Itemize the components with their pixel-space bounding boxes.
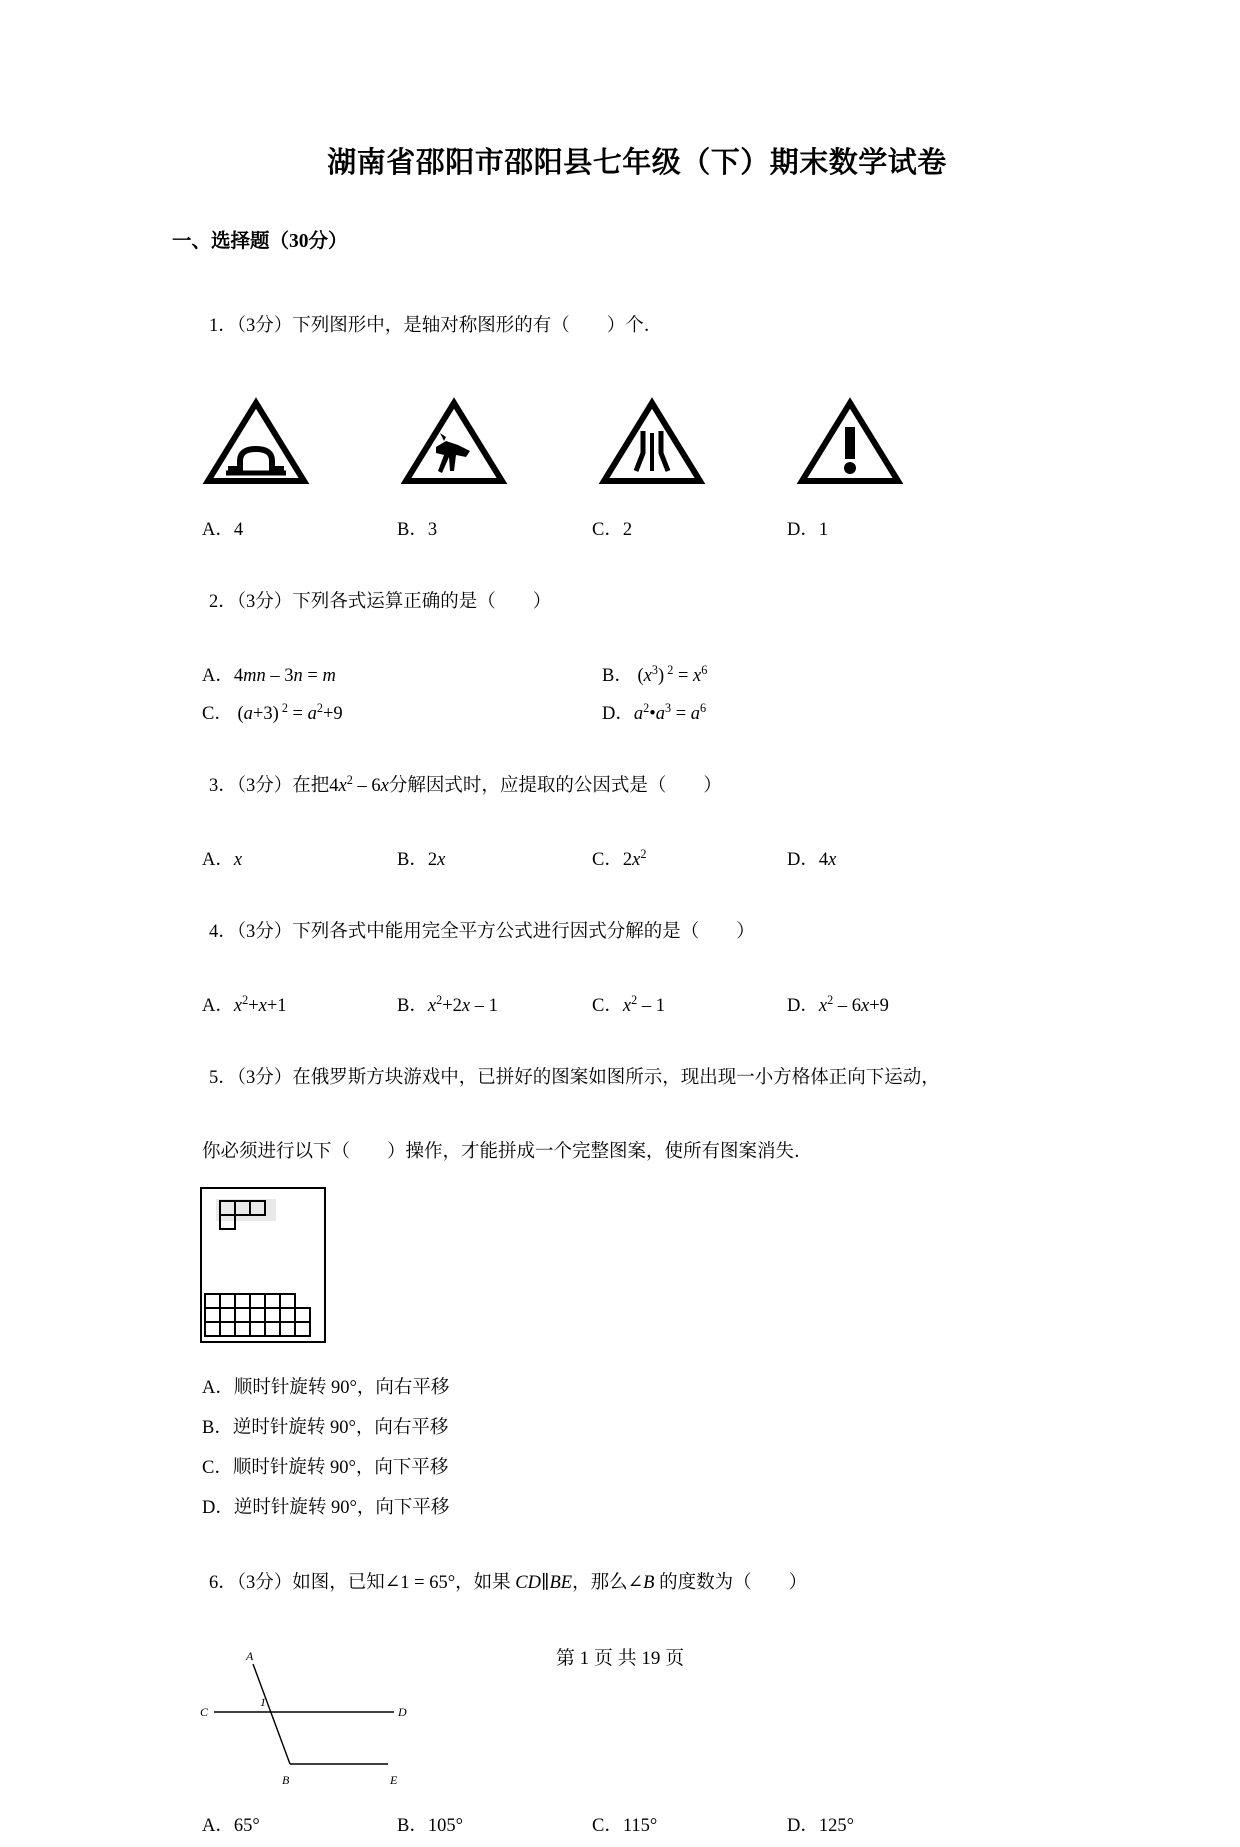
option-6-D[interactable]: D．125° xyxy=(787,1816,855,1836)
question-2-points: （3分） xyxy=(236,592,293,612)
option-3-B-text: 2x xyxy=(427,850,446,870)
option-4-C-label: C xyxy=(592,996,605,1016)
option-5-D[interactable]: D．逆时针旋转 90°，向下平移 xyxy=(202,1498,450,1518)
option-2-A-text: 4mn – 3n = m xyxy=(233,666,336,686)
option-1-C[interactable]: C．2 xyxy=(592,520,633,540)
option-3-B-label: B xyxy=(397,850,410,870)
question-5-points: （3分） xyxy=(236,1068,293,1088)
option-5-B-text: 逆时针旋转 90°，向右平移 xyxy=(232,1418,449,1438)
option-2-B-label: B xyxy=(602,666,615,686)
question-2-text: 下列各式运算正确的是（ ） xyxy=(292,592,552,612)
option-6-A[interactable]: A．65° xyxy=(202,1816,260,1836)
question-3-stem: 3．（3分）在把$4x^2 - 6x$分解因式时，应提取的公因式是（ ） xyxy=(209,772,722,796)
option-4-B-text: $x^2+2x - 1$ xyxy=(427,992,498,1016)
option-3-D-label: D xyxy=(787,850,801,870)
option-2-C-label: C xyxy=(202,704,215,724)
option-5-A-text: 顺时针旋转 90°，向右平移 xyxy=(233,1378,450,1398)
question-5-figure xyxy=(172,1185,1072,1350)
question-3 xyxy=(172,735,1072,877)
option-1-D-text: 1 xyxy=(818,520,829,540)
question-5-stem-line2: 你必须进行以下（ ）操作，才能拼成一个完整图案，使所有图案消失． xyxy=(202,1142,813,1162)
question-1-number: 1 xyxy=(209,316,219,336)
option-6-B-label: B xyxy=(397,1816,410,1836)
option-3-A[interactable]: A．x xyxy=(202,850,243,870)
question-1 xyxy=(172,275,1072,547)
question-2-stem: 2．（3分）下列各式运算正确的是（ ） xyxy=(209,592,552,612)
question-6 xyxy=(172,1532,1072,1843)
option-3-A-text: x xyxy=(233,850,243,870)
option-2-D[interactable]: D．$a^2•a^3 = a^6$ xyxy=(602,700,707,724)
question-2-options-row2 xyxy=(172,697,1072,731)
option-4-D-text: $x^2 - 6x+9$ xyxy=(818,992,889,1016)
option-5-B-label: B xyxy=(202,1418,215,1438)
warning-exclamation-sign xyxy=(796,395,904,487)
option-5-C-label: C xyxy=(202,1458,215,1478)
option-4-A-text: $x^2+x+1$ xyxy=(233,992,287,1016)
option-1-C-label: C xyxy=(592,520,605,540)
option-6-A-text: 65° xyxy=(233,1816,260,1836)
option-2-C-text: (a+3) $^2 = a^2+9$ xyxy=(237,700,343,724)
option-6-C[interactable]: C．115° xyxy=(592,1816,658,1836)
option-2-C[interactable]: C． (a+3) $^2 = a^2+9$ xyxy=(202,700,343,724)
option-6-C-label: C xyxy=(592,1816,605,1836)
label-E: E xyxy=(390,1773,398,1787)
narrow-road-sign xyxy=(598,395,706,487)
option-5-D-label: D xyxy=(202,1498,216,1518)
question-6-stem: 6．（3分）如图，已知∠1 = 65°，如果 CD∥BE，那么∠B 的度数为（ ） xyxy=(209,1573,808,1593)
option-3-C-text: $2x^2$ xyxy=(622,846,647,870)
tetris-grid-figure xyxy=(198,1185,328,1345)
question-1-stem: 1．（3分）下列图形中，是轴对称图形的有（ ）个． xyxy=(209,316,663,336)
option-5-C-text: 顺时针旋转 90°，向下平移 xyxy=(232,1458,449,1478)
section-points: （30分） xyxy=(269,231,348,252)
option-4-A-label: A xyxy=(202,996,216,1016)
option-6-C-text: 115° xyxy=(622,1816,658,1836)
option-4-C[interactable]: C．$x^2 - 1$ xyxy=(592,992,665,1016)
option-3-C-label: C xyxy=(592,850,605,870)
question-3-options xyxy=(172,843,1072,877)
option-1-A-text: 4 xyxy=(233,520,244,540)
option-5-A-label: A xyxy=(202,1378,216,1398)
option-2-D-label: D xyxy=(602,704,616,724)
option-5-C[interactable]: C．顺时针旋转 90°，向下平移 xyxy=(202,1458,449,1478)
label-D: D xyxy=(398,1705,407,1719)
question-2-options-row1 xyxy=(172,659,1072,693)
option-6-B[interactable]: B．105° xyxy=(397,1816,464,1836)
question-1-points: （3分） xyxy=(236,316,293,336)
option-1-B[interactable]: B．3 xyxy=(397,520,438,540)
option-2-B-text: $(x^3) ^2 = x^6$ xyxy=(637,662,708,686)
label-A: A xyxy=(246,1649,254,1663)
question-1-text: 下列图形中，是轴对称图形的有（ ）个． xyxy=(292,316,663,336)
option-3-D[interactable]: D．4x xyxy=(787,850,837,870)
question-4 xyxy=(172,881,1072,1023)
question-5-number: 5 xyxy=(209,1068,219,1088)
question-6-options xyxy=(172,1809,1072,1843)
option-1-B-text: 3 xyxy=(427,520,438,540)
bump-sign xyxy=(202,395,310,487)
option-4-A[interactable]: A．$x^2+x+1$ xyxy=(202,992,287,1016)
question-4-number: 4 xyxy=(209,922,219,942)
question-3-text: 在把$4x^2 - 6x$分解因式时，应提取的公因式是（ ） xyxy=(292,772,722,796)
label-angle-1: 1 xyxy=(260,1695,266,1709)
page-content xyxy=(172,140,1072,1847)
label-B: B xyxy=(282,1773,290,1787)
option-1-D-label: D xyxy=(787,520,801,540)
question-3-number: 3 xyxy=(209,776,219,796)
option-3-A-label: A xyxy=(202,850,216,870)
question-3-points: （3分） xyxy=(236,776,293,796)
option-2-D-text: $a^2•a^3 = a^6$ xyxy=(633,700,707,724)
animals-crossing-sign xyxy=(400,395,508,487)
page-footer: 第 1 页 共 19 页 xyxy=(555,1648,685,1669)
label-C: C xyxy=(200,1705,209,1719)
question-5-options xyxy=(172,1368,1072,1528)
question-5-text-line1: 在俄罗斯方块游戏中，已拼好的图案如图所示，现出现一小方格体正向下运动， xyxy=(292,1068,940,1088)
section-heading xyxy=(172,225,1072,253)
question-2-number: 2 xyxy=(209,592,219,612)
option-6-B-text: 105° xyxy=(427,1816,464,1836)
question-1-figure xyxy=(172,395,1072,487)
option-5-A[interactable]: A．顺时针旋转 90°，向右平移 xyxy=(202,1378,450,1398)
option-1-B-label: B xyxy=(397,520,410,540)
option-6-A-label: A xyxy=(202,1816,216,1836)
question-6-points: （3分） xyxy=(236,1573,293,1593)
option-1-C-text: 2 xyxy=(622,520,633,540)
option-1-A[interactable]: A．4 xyxy=(202,520,244,540)
option-4-D-label: D xyxy=(787,996,801,1016)
option-3-C[interactable]: C．$2x^2$ xyxy=(592,846,647,870)
option-4-B-label: B xyxy=(397,996,410,1016)
option-2-A-label: A xyxy=(202,666,216,686)
question-4-options xyxy=(172,989,1072,1023)
option-6-D-label: D xyxy=(787,1816,801,1836)
question-4-points: （3分） xyxy=(236,922,293,942)
question-5-stem: 5．（3分）在俄罗斯方块游戏中，已拼好的图案如图所示，现出现一小方格体正向下运动， xyxy=(209,1068,940,1088)
question-5 xyxy=(172,1027,1072,1528)
question-4-stem: 4．（3分）下列各式中能用完全平方公式进行因式分解的是（ ） xyxy=(209,922,755,942)
option-5-D-text: 逆时针旋转 90°，向下平移 xyxy=(233,1498,450,1518)
option-6-D-text: 125° xyxy=(818,1816,855,1836)
option-4-C-text: $x^2 - 1$ xyxy=(622,992,665,1016)
question-1-options xyxy=(172,513,1072,547)
question-6-text: 如图，已知∠1 = 65°，如果 CD∥BE，那么∠B 的度数为（ ） xyxy=(292,1573,808,1593)
option-4-B[interactable]: B．$x^2+2x - 1$ xyxy=(397,992,498,1016)
question-6-number: 6 xyxy=(209,1573,219,1593)
option-3-B[interactable]: B．2x xyxy=(397,850,446,870)
question-2 xyxy=(172,551,1072,731)
option-3-D-text: 4x xyxy=(818,850,837,870)
option-2-B[interactable]: B． $(x^3) ^2 = x^6$ xyxy=(602,662,708,686)
option-2-A[interactable]: A．4mn – 3n = m xyxy=(202,666,336,686)
option-5-B[interactable]: B．逆时针旋转 90°，向右平移 xyxy=(202,1418,449,1438)
page-title: 湖南省邵阳市邵阳县七年级（下）期末数学试卷 xyxy=(327,145,947,179)
option-4-D[interactable]: D．$x^2 - 6x+9$ xyxy=(787,992,889,1016)
option-1-A-label: A xyxy=(202,520,216,540)
section-heading-text: 一、选择题 xyxy=(172,229,270,252)
question-4-text: 下列各式中能用完全平方公式进行因式分解的是（ ） xyxy=(292,922,755,942)
option-1-D[interactable]: D．1 xyxy=(787,520,829,540)
